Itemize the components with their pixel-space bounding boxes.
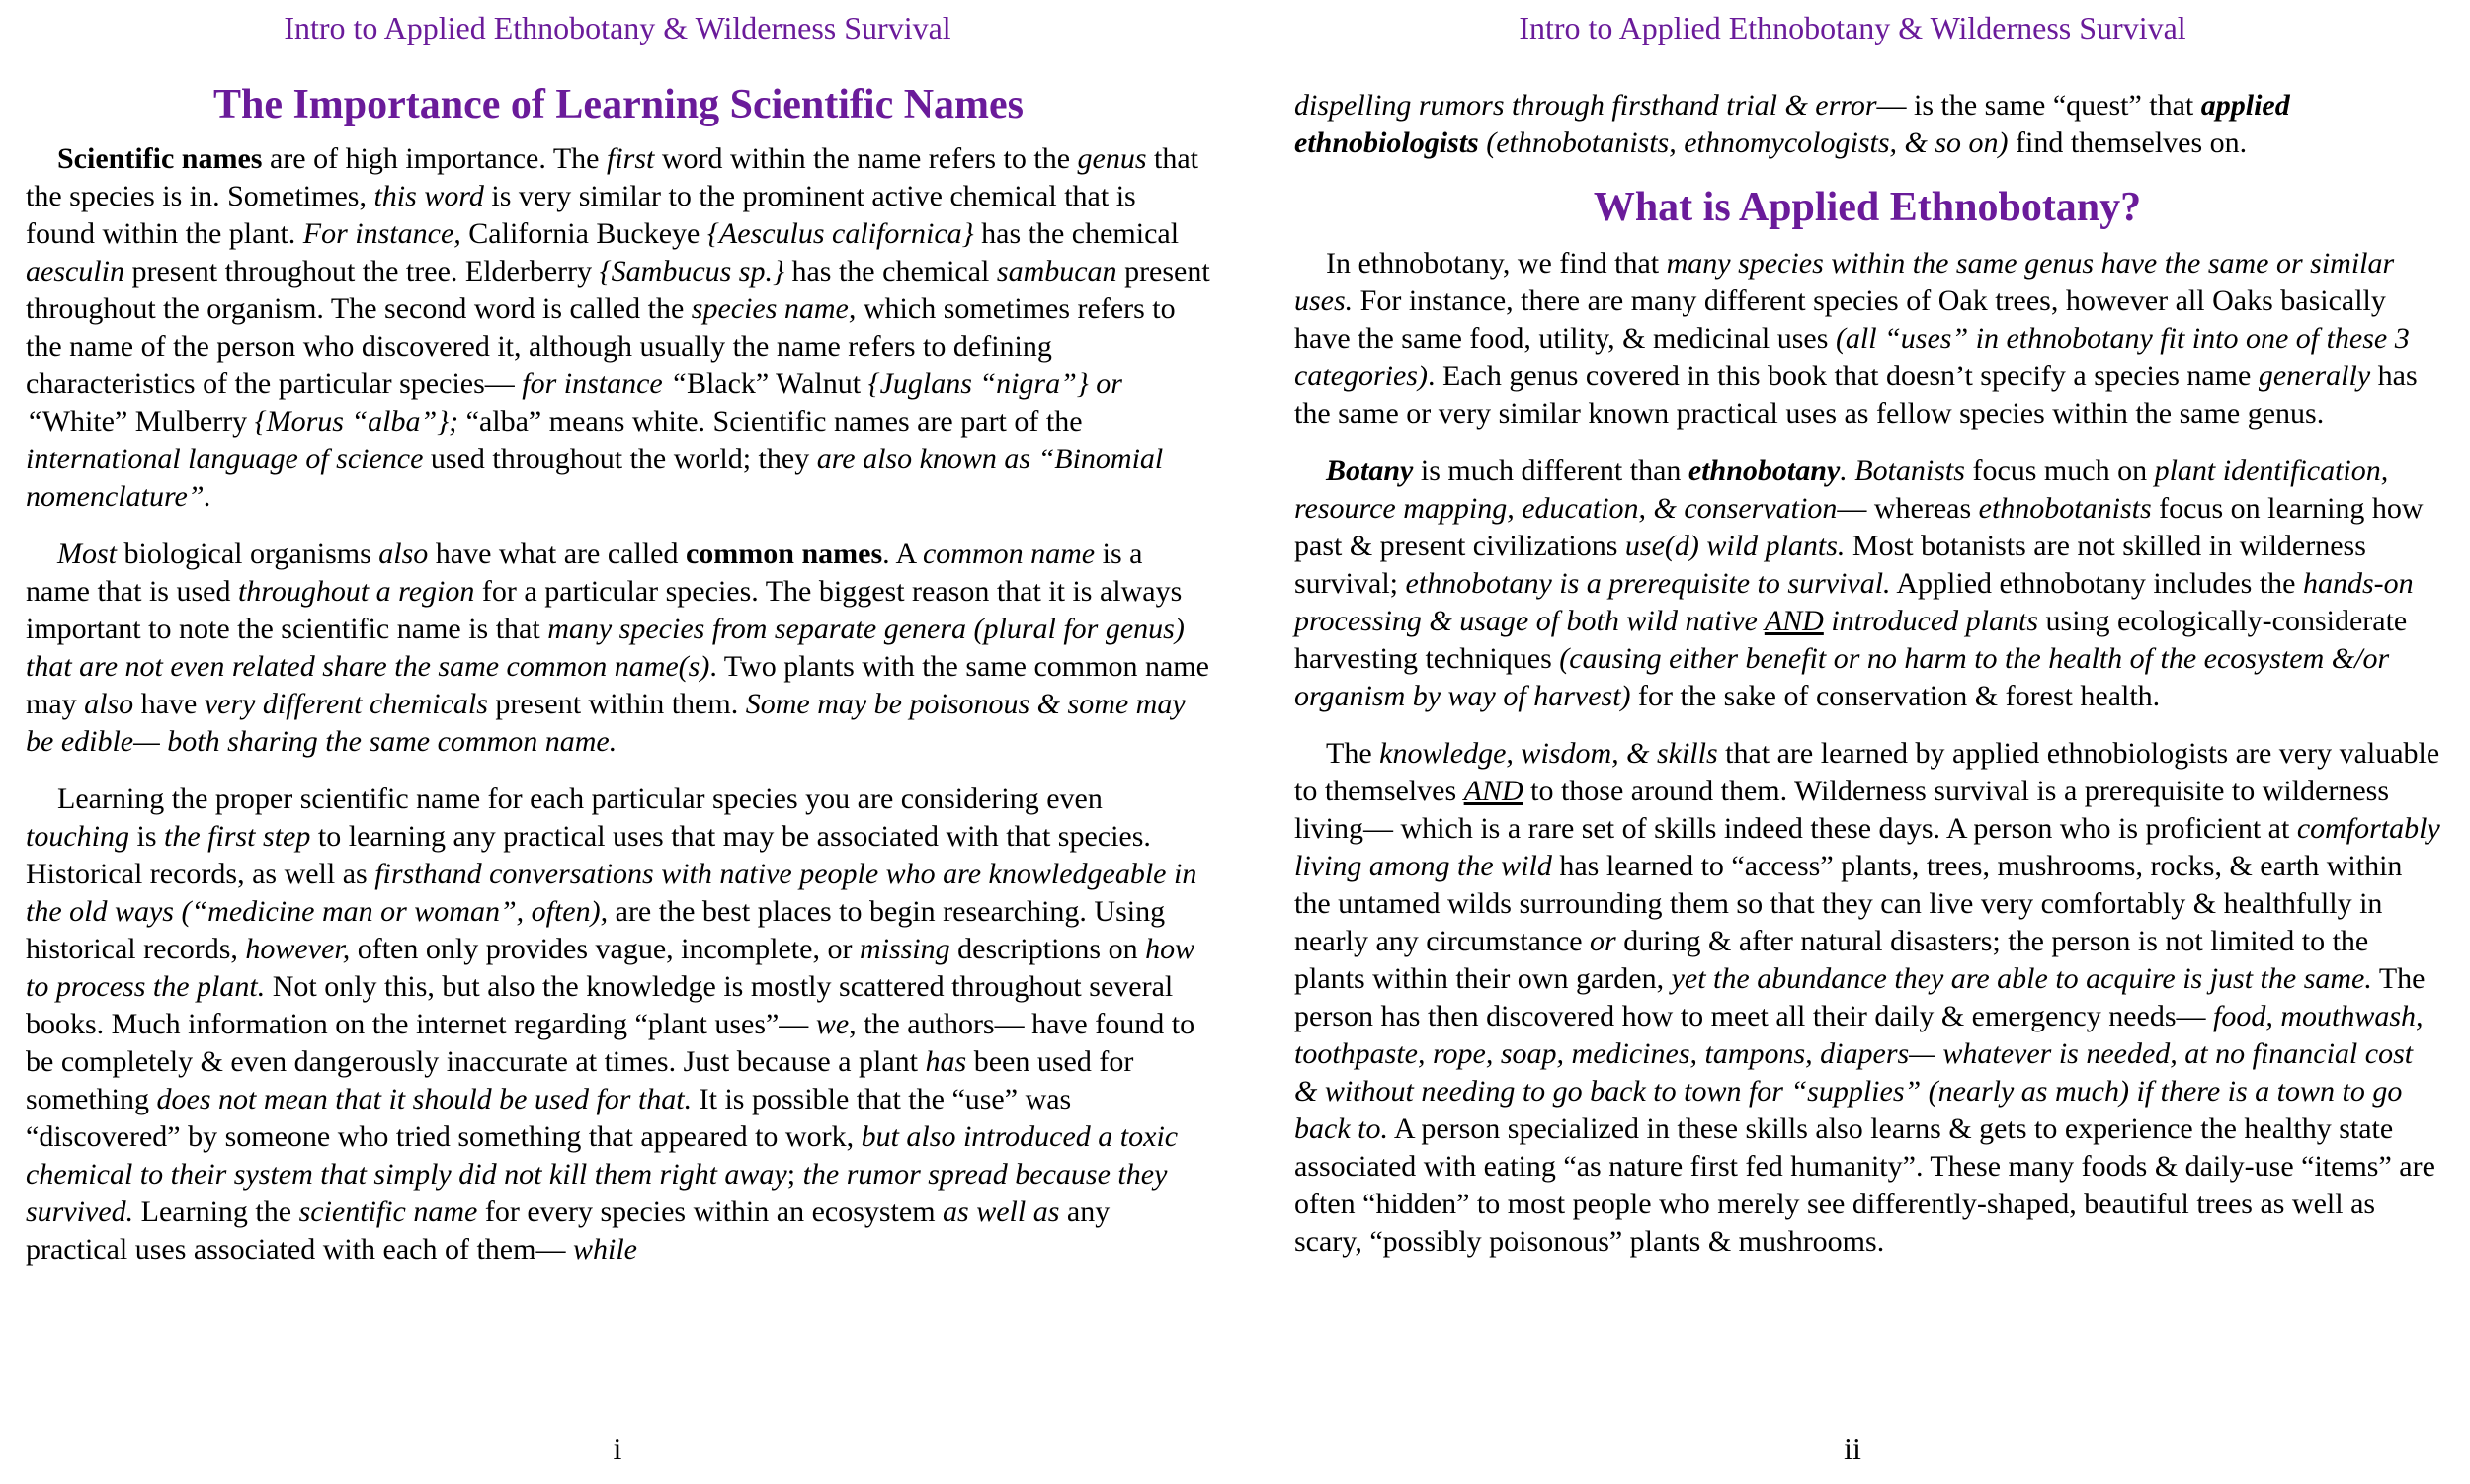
section-title: What is Applied Ethnobotany? bbox=[1593, 185, 2142, 230]
right-page bbox=[1235, 0, 2470, 1484]
text-run: {Morus “alba”}; bbox=[254, 405, 459, 438]
text-run: the rumor spread because they survived. bbox=[26, 1158, 1168, 1228]
text-run: species name, bbox=[691, 292, 857, 325]
text-run: AND bbox=[1764, 605, 1824, 637]
text-run: {Sambucus sp.} bbox=[599, 255, 784, 288]
text-run: descriptions on bbox=[949, 933, 1146, 965]
text-run: used throughout the world; they bbox=[423, 443, 817, 475]
text-run: for instance “ bbox=[522, 368, 687, 400]
text-run: scientific name bbox=[298, 1195, 478, 1228]
text-run: common name bbox=[922, 537, 1096, 570]
right-page-content bbox=[1294, 87, 2440, 1280]
text-run: for the sake of conservation & forest health. bbox=[1630, 680, 2161, 712]
text-run: (causing either benefit or no harm to the health of the ecosystem &/or organism by way of harvest) bbox=[1294, 642, 2390, 712]
running-header: Intro to Applied Ethnobotany & Wilderness Survival bbox=[284, 10, 951, 45]
text-run: have what are called bbox=[428, 537, 686, 570]
text-run: has the chemical bbox=[973, 217, 1180, 250]
text-run: but also introduced a toxic chemical to their system that simply did not kill them right away bbox=[26, 1120, 1179, 1191]
text-run: A person specialized in these skills also learns & gets to experience the healthy state associated with eating “as nature first fed humanity”. These many foods & daily-use “items” are often “hidden” to most people who merely see differently-shaped, beautiful trees as well as scary, “possibly poisonous” plants & mushrooms. bbox=[1294, 1113, 2435, 1258]
text-run: ; bbox=[786, 1158, 803, 1191]
text-run: as well as bbox=[943, 1195, 1060, 1228]
text-run: which sometimes refers to the name of the person who discovered it, although usually the name refers to defining characteristics of the particular species— bbox=[26, 292, 1176, 400]
paragraph bbox=[1294, 453, 2440, 715]
text-run: “alba” means white. Scientific names are part of the bbox=[458, 405, 1083, 438]
text-run: biological organisms bbox=[117, 537, 379, 570]
text-run: . A bbox=[882, 537, 923, 570]
text-run: California Buckeye bbox=[460, 217, 707, 250]
text-run: dispelling rumors through firsthand trial & error bbox=[1294, 89, 1877, 122]
text-run: any practical uses associated with each of them— bbox=[26, 1195, 1111, 1266]
text-run: firsthand conversations with native people who are knowledgeable in the old ways (“medicine man or woman”, often), bbox=[26, 858, 1197, 928]
text-run: aesculin bbox=[26, 255, 124, 288]
text-run: For instance, bbox=[302, 217, 461, 250]
text-run: ethnobotany is a prerequisite to survival. bbox=[1405, 567, 1891, 600]
text-run: that the species is in. Sometimes, bbox=[26, 142, 1199, 212]
text-run: for a particular species. The biggest reason that it is always important to note the scientific name is that bbox=[26, 575, 1183, 645]
text-run: for every species within an ecosystem bbox=[477, 1195, 944, 1228]
text-run: common names bbox=[685, 537, 883, 570]
text-run: we bbox=[815, 1008, 850, 1040]
text-run: Scientific names bbox=[57, 142, 263, 175]
text-run: is much different than bbox=[1413, 454, 1688, 487]
text-run: how to process the plant. bbox=[26, 933, 1195, 1003]
text-run: present throughout the organism. The second word is called the bbox=[26, 255, 1210, 325]
text-run: focus on learning how past & present civilizations bbox=[1294, 492, 2424, 562]
text-run: . Each genus covered in this book that doesn’t specify a species name bbox=[1427, 360, 2259, 392]
text-run: word within the name refers to the bbox=[654, 142, 1078, 175]
text-run: missing bbox=[859, 933, 950, 965]
text-run: find themselves on. bbox=[2008, 126, 2248, 159]
running-header: Intro to Applied Ethnobotany & Wilderness Survival bbox=[1519, 10, 2186, 45]
text-run: Learning the bbox=[133, 1195, 299, 1228]
text-run: White” Mulberry bbox=[41, 405, 255, 438]
text-run: food, mouthwash, toothpaste, rope, soap, medicines, tampons, diapers— whatever is needed, at no financial cost & without needing to go back to town for “supplies” (nearly as much) if there is a town to go back to. bbox=[1294, 1000, 2424, 1145]
text-run: throughout a region bbox=[237, 575, 475, 608]
text-run: Most bbox=[57, 537, 117, 570]
text-run: {Aesculus californica} bbox=[706, 217, 974, 250]
text-run: is a name that is used bbox=[26, 537, 1143, 608]
text-run: using ecologically-considerate harvesting techniques bbox=[1294, 605, 2408, 675]
text-run: Most botanists are not skilled in wilderness survival; bbox=[1294, 530, 2366, 600]
text-run: has learned to “access” plants, trees, mushrooms, rocks, & earth within the untamed wilds surrounding them so that they can live very comfortably & healthfully in nearly any circumstance bbox=[1294, 850, 2403, 957]
text-run: ethnobotany bbox=[1688, 454, 1841, 487]
text-run: many species within the same genus have the same or similar uses. bbox=[1294, 247, 2395, 317]
text-run: does not mean that it should be used for that. bbox=[156, 1083, 693, 1115]
text-run: The bbox=[1326, 737, 1380, 770]
text-run: present within them. bbox=[487, 688, 746, 720]
text-run: Applied ethnobotany includes the bbox=[1890, 567, 2303, 600]
text-run: been used for something bbox=[26, 1045, 1134, 1115]
text-run: In ethnobotany, we find that bbox=[1326, 247, 1667, 280]
text-run: AND bbox=[1463, 775, 1523, 807]
text-run: Botany bbox=[1326, 454, 1414, 487]
text-run: (ethnobotanists, ethnomycologists, & so on) bbox=[1478, 126, 2009, 159]
text-run: — whereas bbox=[1837, 492, 1979, 525]
text-run: very different chemicals bbox=[204, 688, 488, 720]
text-run: are the best places to begin researching. Using historical records, bbox=[26, 895, 1166, 965]
text-run: are also known as “Binomial nomenclature”. bbox=[26, 443, 1164, 513]
text-run: . Two plants with the same common name may bbox=[26, 650, 1209, 720]
page-number: i bbox=[613, 1431, 622, 1466]
text-run: Black” Walnut bbox=[686, 368, 868, 400]
text-run: sambucan bbox=[996, 255, 1117, 288]
page-number: ii bbox=[1844, 1431, 1861, 1466]
text-run: comfortably living among the wild bbox=[1294, 812, 2440, 882]
paragraph bbox=[26, 140, 1211, 516]
text-run: first bbox=[606, 142, 655, 175]
text-run: many species from separate genera (plural for genus) that are not even related share the same common name(s) bbox=[26, 613, 1185, 683]
paragraph bbox=[26, 781, 1211, 1269]
text-run: to learning any practical uses that may be associated with that species. Historical records, as well as bbox=[26, 820, 1151, 890]
text-run: while bbox=[572, 1233, 637, 1266]
text-run: genus bbox=[1077, 142, 1147, 175]
text-run: has the same or very similar known practical uses as fellow species within the same genus. bbox=[1294, 360, 2418, 430]
text-run: during & after natural disasters; the person is not limited to the plants within their own garden, bbox=[1294, 925, 2369, 995]
text-run: have bbox=[133, 688, 205, 720]
text-run: It is possible that the “use” was “discovered” by someone who tried something that appeared to work, bbox=[26, 1083, 1072, 1153]
text-run: also bbox=[84, 688, 134, 720]
section-title: The Importance of Learning Scientific Names bbox=[212, 82, 1025, 127]
text-run: however, bbox=[245, 933, 351, 965]
text-run: knowledge, wisdom, & skills bbox=[1379, 737, 1718, 770]
text-run: plant identification, resource mapping, education, & conservation bbox=[1294, 454, 2389, 525]
text-run: often only provides vague, incomplete, or bbox=[350, 933, 860, 965]
text-run: focus much on bbox=[1964, 454, 2155, 487]
paragraph bbox=[1294, 245, 2440, 433]
text-run: . Botanists bbox=[1840, 454, 1965, 487]
text-run: use(d) wild plants. bbox=[1624, 530, 1846, 562]
text-run: are of high importance. The bbox=[262, 142, 607, 175]
text-run: — is the same “quest” that bbox=[1876, 89, 2201, 122]
text-run: (all “uses” in ethnobotany fit into one of these 3 categories) bbox=[1294, 322, 2410, 392]
paragraph bbox=[26, 536, 1211, 761]
text-run: Not only this, but also the knowledge is mostly scattered throughout several books. Much information on the internet regarding “plant uses”— bbox=[26, 970, 1174, 1040]
text-run: yet the abundance they are able to acquire is just the same. bbox=[1671, 962, 2372, 995]
text-run: , the authors— have found to be completely & even dangerously inaccurate at times. Just because a plant bbox=[26, 1008, 1195, 1078]
text-run: the first step bbox=[164, 820, 311, 853]
text-run: present throughout the tree. Elderberry bbox=[124, 255, 600, 288]
text-run: that are learned by applied ethnobiologists are very valuable to themselves bbox=[1294, 737, 2440, 807]
left-page-content bbox=[26, 79, 1211, 1288]
continuation-paragraph bbox=[1294, 87, 2440, 162]
text-run: has bbox=[925, 1045, 967, 1078]
text-run: is very similar to the prominent active chemical that is found within the plant. bbox=[26, 180, 1136, 250]
text-run: or bbox=[1590, 925, 1616, 957]
text-run: Learning the proper scientific name for each particular species you are considering even bbox=[57, 783, 1103, 815]
text-run: has the chemical bbox=[783, 255, 997, 288]
text-run: is bbox=[129, 820, 165, 853]
text-run: international language of science bbox=[26, 443, 424, 475]
text-run: ethnobotanists bbox=[1978, 492, 2152, 525]
text-run: touching bbox=[26, 820, 129, 853]
text-run: this word bbox=[373, 180, 484, 212]
text-run: applied ethnobiologists bbox=[1294, 89, 2290, 159]
text-run: Some may be poisonous & some may be edible— both sharing the same common name. bbox=[26, 688, 1186, 758]
text-run: {Juglans “nigra”} or “ bbox=[26, 368, 1122, 438]
text-run: The person has then discovered how to meet all their daily & emergency needs— bbox=[1294, 962, 2426, 1032]
text-run: also bbox=[378, 537, 429, 570]
paragraph bbox=[1294, 735, 2440, 1261]
text-run: introduced plants bbox=[1823, 605, 2039, 637]
text-run: For instance, there are many different species of Oak trees, however all Oaks basically have the same food, utility, & medicinal uses bbox=[1294, 285, 2386, 355]
text-run: to those around them. Wilderness survival is a prerequisite to wilderness living— which is a rare set of skills indeed these days. A person who is proficient at bbox=[1294, 775, 2390, 845]
text-run: generally bbox=[2258, 360, 2371, 392]
text-run: hands-on processing & usage of both wild native bbox=[1294, 567, 2414, 637]
